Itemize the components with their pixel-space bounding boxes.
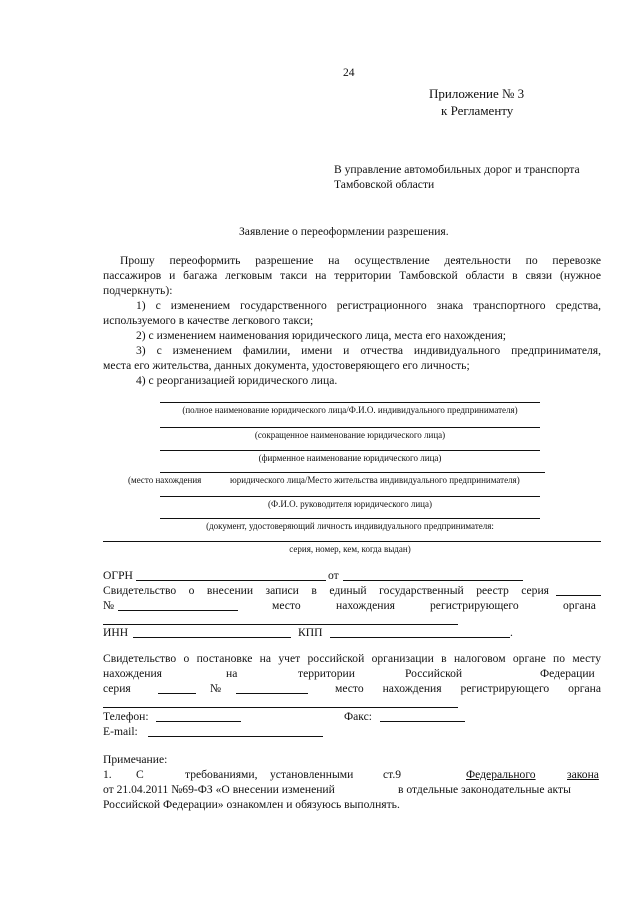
- tax-line-3-tail: место нахождения регистрирующего органа: [335, 682, 601, 695]
- reason-1-line-2: используемого в качестве легкового такси;: [103, 314, 314, 327]
- note-line-3: Российской Федерации» ознакомлен и обязуюсь выполнять.: [103, 798, 400, 811]
- short-name-caption: (сокращенное наименование юридического лица): [254, 430, 446, 440]
- tax-word-4: Российской: [405, 667, 463, 680]
- certificate-organ-field[interactable]: [103, 624, 458, 625]
- full-name-field[interactable]: [160, 402, 540, 403]
- document-caption-2: серия, номер, кем, когда выдан): [289, 544, 411, 554]
- kpp-label: КПП: [298, 626, 323, 639]
- director-caption: (Ф.И.О. руководителя юридического лица): [268, 499, 432, 509]
- addressee-line-2: Тамбовской области: [334, 178, 435, 191]
- certificate-series-field[interactable]: [556, 595, 601, 596]
- request-line-2: пассажиров и багажа легковым такси на территории Тамбовской области в связи (нужное: [103, 269, 601, 282]
- fax-field[interactable]: [380, 721, 465, 722]
- email-field[interactable]: [148, 736, 323, 737]
- certificate-registering-label: регистрирующего: [430, 599, 519, 612]
- document-caption-1: (документ, удостоверяющий личность индивидуального предпринимателя:: [206, 521, 494, 531]
- document-title: Заявление о переоформлении разрешения.: [239, 225, 449, 238]
- certificate-place-label: место: [272, 599, 301, 612]
- inn-label: ИНН: [103, 626, 129, 639]
- ogrn-date-label: от: [328, 569, 339, 582]
- note-word-1: 1.: [103, 768, 112, 781]
- reason-3-line-2: места его жительства, данных документа, удостоверяющего его личность;: [103, 359, 470, 372]
- tax-word-1: нахождения: [103, 667, 163, 680]
- federal-law-link[interactable]: Федерального: [466, 768, 536, 781]
- tax-line-1: Свидетельство о постановке на учет российской организации в налоговом органе по месту: [103, 652, 601, 665]
- phone-label: Телефон:: [103, 710, 149, 723]
- appendix-subtitle: к Регламенту: [441, 103, 514, 118]
- appendix-title: Приложение № 3: [429, 86, 525, 101]
- tax-word-3: территории: [298, 667, 355, 680]
- email-label: E-mail:: [103, 725, 138, 738]
- reason-4: 4) с реорганизацией юридического лица.: [136, 374, 338, 387]
- inn-field[interactable]: [133, 637, 291, 638]
- full-name-caption: (полное наименование юридического лица/Ф.И.О. индивидуального предпринимателя): [182, 405, 518, 415]
- note-word-3: требованиями,: [185, 768, 258, 781]
- document-details-field[interactable]: [103, 541, 601, 542]
- kpp-field[interactable]: [330, 637, 510, 638]
- page-number: 24: [343, 66, 355, 79]
- note-word-2: С: [136, 768, 144, 781]
- ogrn-date-field[interactable]: [343, 580, 523, 581]
- short-name-field[interactable]: [160, 427, 540, 428]
- certificate-line-1: Свидетельство о внесении записи в единый государственный реестр серия: [103, 584, 549, 597]
- certificate-number-label: №: [103, 599, 115, 612]
- reason-1-line-1: 1) с изменением государственного регистрационного знака транспортного средства,: [136, 299, 601, 312]
- tax-organ-field[interactable]: [103, 707, 458, 708]
- note-word-5: ст.9: [383, 768, 402, 781]
- tax-word-2: на: [226, 667, 238, 680]
- fax-label: Факс:: [344, 710, 373, 723]
- kpp-end: .: [510, 626, 513, 639]
- phone-field[interactable]: [156, 721, 241, 722]
- note-line-2-b: в отдельные законодательные акты: [398, 783, 571, 796]
- tax-series-field[interactable]: [158, 693, 196, 694]
- reason-2: 2) с изменением наименования юридического лица, места его нахождения;: [136, 329, 507, 342]
- note-title: Примечание:: [103, 753, 168, 766]
- location-field[interactable]: [160, 472, 545, 473]
- director-field[interactable]: [160, 496, 540, 497]
- certificate-number-field[interactable]: [118, 610, 238, 611]
- note-word-4: установленными: [270, 768, 354, 781]
- ogrn-label: ОГРН: [103, 569, 133, 582]
- note-line-2-a: от 21.04.2011 №69-ФЗ «О внесении изменений: [103, 783, 335, 796]
- brand-name-caption: (фирменное наименование юридического лица): [258, 453, 442, 463]
- request-line-3: подчеркнуть):: [103, 284, 173, 297]
- tax-number-field[interactable]: [236, 693, 308, 694]
- brand-name-field[interactable]: [160, 450, 540, 451]
- ogrn-field[interactable]: [136, 580, 326, 581]
- certificate-organ-label: органа: [563, 599, 596, 612]
- document-field[interactable]: [160, 518, 540, 519]
- request-line-1: Прошу переоформить разрешение на осуществление деятельности по перевозке: [120, 254, 601, 267]
- location-caption-left: (место нахождения: [128, 475, 202, 485]
- reason-3-line-1: 3) с изменением фамилии, имени и отчества индивидуального предпринимателя,: [136, 344, 601, 357]
- addressee-line-1: В управление автомобильных дорог и транспорта: [334, 163, 580, 176]
- law-link[interactable]: закона: [567, 768, 599, 781]
- certificate-location-label: нахождения: [336, 599, 396, 612]
- tax-word-5: Федерации: [540, 667, 595, 680]
- tax-number-label: №: [210, 682, 222, 695]
- tax-series-label: серия: [103, 682, 131, 695]
- location-caption-right: юридического лица/Место жительства индивидуального предпринимателя): [230, 475, 520, 485]
